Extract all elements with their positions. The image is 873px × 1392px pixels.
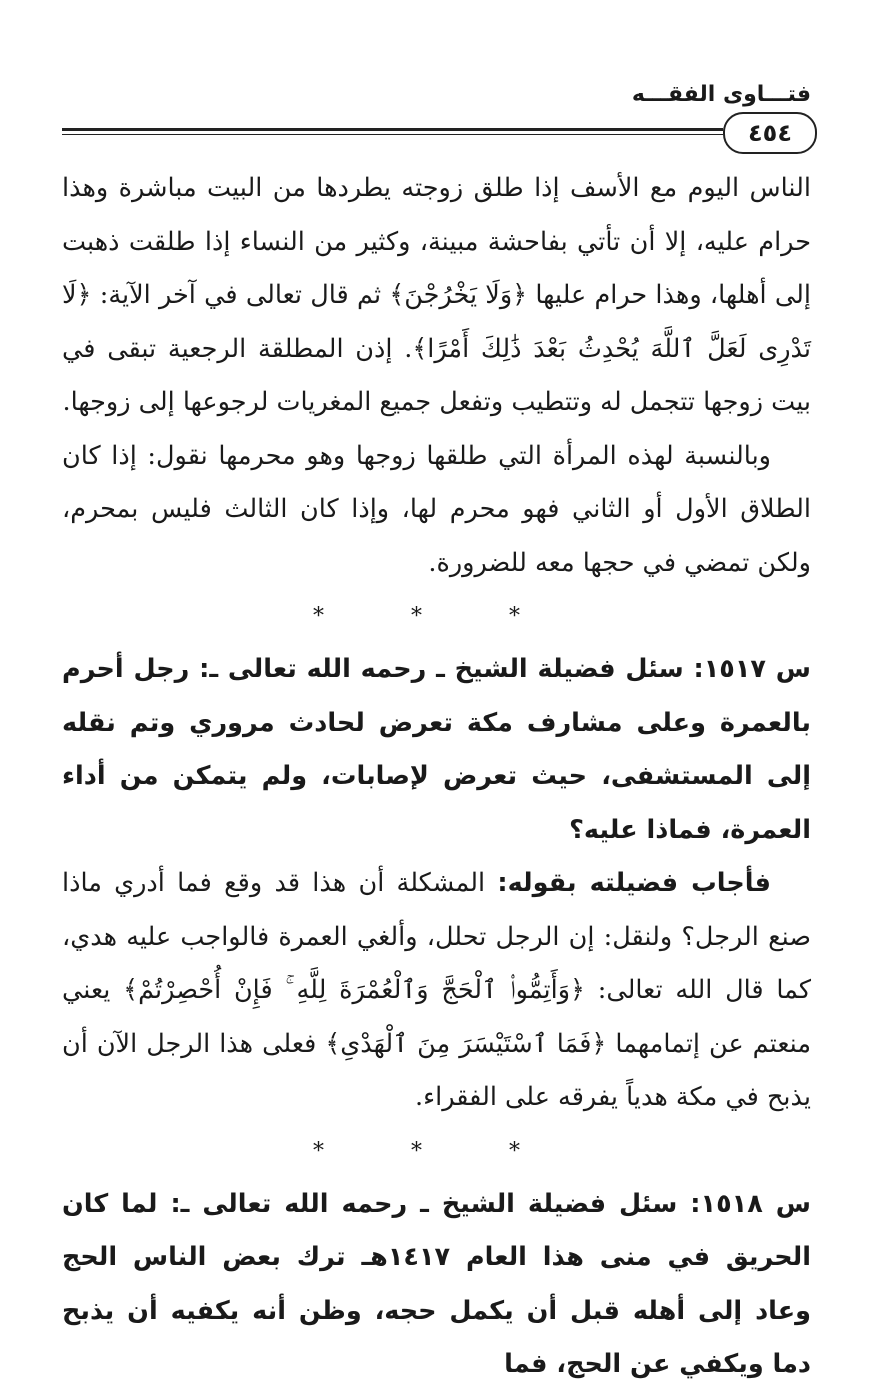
question-1517: س ١٥١٧: سئل فضيلة الشيخ ـ رحمه الله تعالى ـ: رجل أحرم بالعمرة وعلى مشارف مكة تعرض لحادث مروري وتم نقله إلى المستشفى، حيث تعرض لإصابات، ولم يتمكن من أداء العمرة، فماذا عليه؟ [62,654,811,845]
header-rule [62,128,723,131]
section-separator: * * * [313,1138,560,1164]
running-head-title: فتـــاوى الفقـــه [631,82,811,107]
answer-lead: فأجاب فضيلته بقوله: [497,868,771,898]
page-body [62,162,811,1392]
page-number: ٤٥٤ [723,112,817,154]
question-1518: س ١٥١٨: سئل فضيلة الشيخ ـ رحمه الله تعالى ـ: لما كان الحريق في منى هذا العام ١٤١٧هـ ترك بعض الناس الحج وعاد إلى أهله قبل أن يكمل حجه، وظن أنه يكفيه أن يذبح دما ويكفي عن الحج، فما [62,1188,811,1379]
answer-1517 [62,857,811,1125]
paragraph-continued: الناس اليوم مع الأسف إذا طلق زوجته يطردها من البيت مباشرة وهذا حرام عليه، إلا أن تأتي بفاحشة مبينة، وكثير من النساء إذا طلقت ذهبت إلى أهلها، وهذا حرام عليها ﴿وَلَا يَخْرُجْنَ﴾ ثم قال تعالى في آخر الآية: ﴿لَا تَدْرِى لَعَلَّ ٱللَّهَ يُحْدِثُ بَعْدَ ذَٰلِكَ أَمْرًا﴾. إذن المطلقة الرجعية تبقى في بيت زوجها تتجمل له وتتطيب وتفعل جميع المغريات لرجوعها إلى زوجها. [62,173,811,417]
paragraph-mahram: وبالنسبة لهذه المرأة التي طلقها زوجها وهو محرمها نقول: إذا كان الطلاق الأول أو الثاني فهو محرم لها، وإذا كان الثالث فليس بمحرم، ولكن تمضي في حجها معه للضرورة. [62,440,811,578]
section-separator: * * * [313,604,560,629]
answer-text: المشكلة أن هذا قد وقع فما أدري ماذا صنع الرجل؟ ولنقل: إن الرجل تحلل، وألغي العمرة فالواجب عليه هدي، كما قال الله تعالى: ﴿وَأَتِمُّوا۟ ٱلْحَجَّ وَٱلْعُمْرَةَ لِلَّهِ ۚ فَإِنْ أُحْصِرْتُمْ﴾ يعني منعتم عن إتمامهما ﴿فَمَا ٱسْتَيْسَرَ مِنَ ٱلْهَدْىِ﴾ فعلى هذا الرجل الآن أن يذبح في مكة هدياً يفرقه على الفقراء. [62,868,811,1112]
header-rule-thin [62,134,723,135]
